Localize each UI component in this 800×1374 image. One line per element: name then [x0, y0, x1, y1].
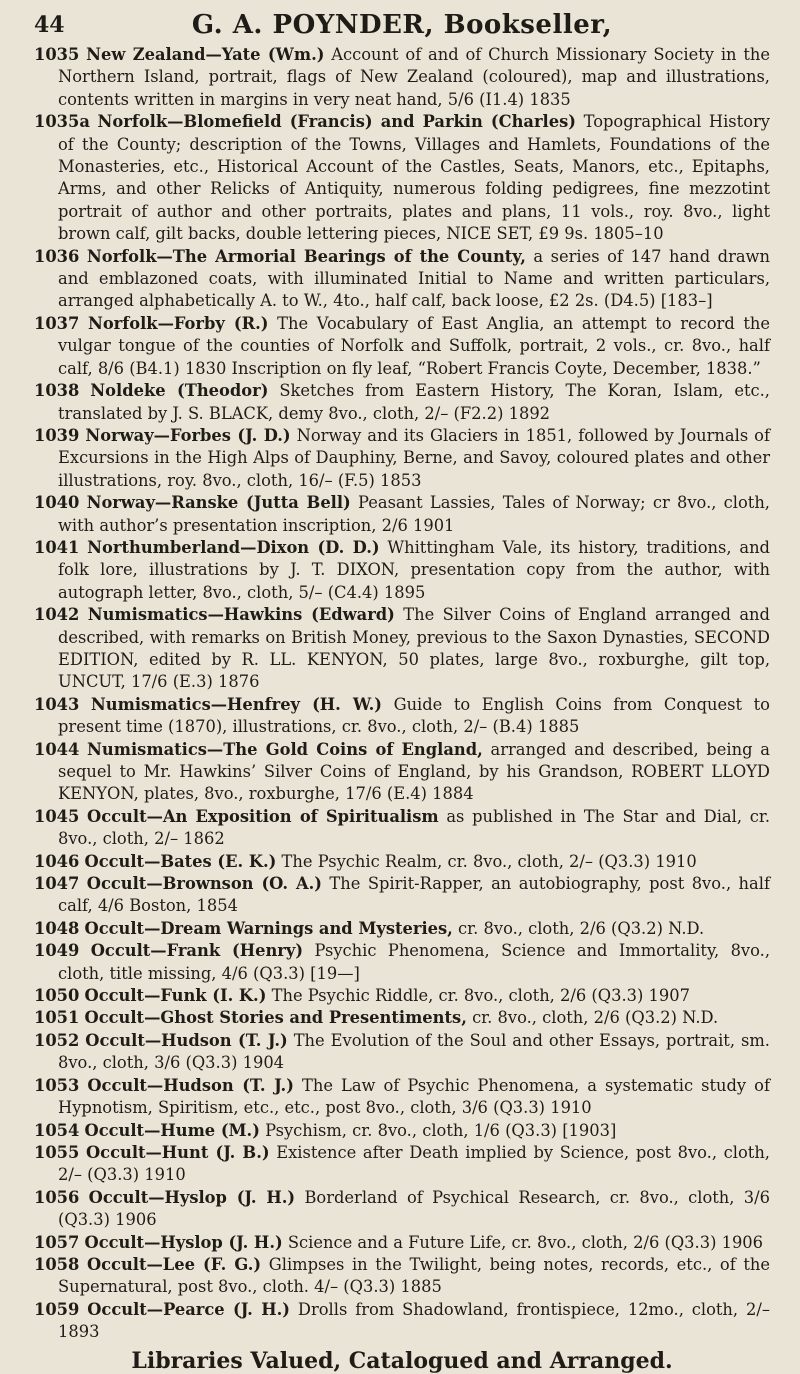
entry-description: Existence after Death implied by Science, post 8vo., cloth, 2/– (Q3.3) 1910 — [58, 1142, 770, 1185]
entry-heading: Norway—Ranske (Jutta Bell) — [86, 493, 351, 513]
entry-heading: Norway—Forbes (J. D.) — [85, 425, 291, 445]
entry-number: 1037 — [34, 313, 80, 333]
entry-number: 1059 — [34, 1299, 80, 1319]
entry-description: cr. 8vo., cloth, 2/6 (Q3.2) N.D. — [458, 918, 705, 938]
entry-number: 1052 — [34, 1030, 80, 1050]
entry-heading: Occult—Hyslop (J. H.) — [84, 1232, 283, 1252]
entry-heading: Norfolk—Forby (R.) — [87, 313, 269, 333]
entry-number: 1055 — [34, 1142, 80, 1162]
entry-description: Guide to English Coins from Conquest to present time (1870), illustrations, cr. 8vo., cloth, 2/– (B.4) 1885 — [58, 694, 770, 737]
entry-description: Borderland of Psychical Research, cr. 8vo., cloth, 3/6 (Q3.3) 1906 — [58, 1187, 770, 1230]
entry-number: 1058 — [34, 1254, 80, 1274]
entry-number: 1035a — [34, 112, 90, 132]
catalogue-entry — [34, 1120, 770, 1142]
catalogue-entry — [34, 492, 770, 537]
entry-heading: Occult—Hyslop (J. H.) — [88, 1187, 296, 1207]
entry-description: a series of 147 hand drawn and emblazoned coats, with illuminated Initial to Name and written particulars, arranged alphabetically A. to W., 4to., half calf, back loose, £2 2s. (D4.5) [183–] — [58, 246, 770, 311]
entry-heading: Occult—Bates (E. K.) — [84, 851, 277, 871]
entry-number: 1057 — [34, 1232, 80, 1252]
entry-description: Topographical History of the County; description of the Towns, Villages and Hamlets, Foundations of the Monasteries, etc., Historical Account of the Castles, Seats, Manors, etc., Epitaphs, Arms, and other Relicks of Antiquity, numerous folding pedigrees, fine mezzotint portrait of author and other portraits, plates and plans, 11 vols., roy. 8vo., light brown calf, gilt backs, double lettering pieces, NICE SET, £9 9s. 1805–10 — [58, 112, 770, 244]
catalogue-entry — [34, 537, 770, 604]
entry-heading: Occult—Frank (Henry) — [90, 941, 304, 961]
catalogue-entry — [34, 1299, 770, 1344]
entry-heading: Occult—Hunt (J. B.) — [85, 1142, 270, 1162]
catalogue-entry — [34, 1254, 770, 1299]
entry-number: 1049 — [34, 941, 80, 961]
entry-number: 1044 — [34, 739, 80, 759]
entry-description: The Silver Coins of England arranged and described, with remarks on British Money, previous to the Saxon Dynasties, SECOND EDITION, edited by R. LL. KENYON, 50 plates, large 8vo., roxburghe, gilt top, UNCUT, 17/6 (E.3) 1876 — [58, 605, 770, 692]
catalogue-entry — [34, 604, 770, 694]
catalogue-entry — [34, 1187, 770, 1232]
entry-heading: Norfolk—The Armorial Bearings of the County, — [86, 246, 526, 266]
catalogue-entry — [34, 851, 770, 873]
entry-number: 1054 — [34, 1120, 80, 1140]
catalogue-entry — [34, 313, 770, 380]
entry-heading: Northumberland—Dixon (D. D.) — [87, 537, 380, 557]
entry-heading: Occult—Hudson (T. J.) — [87, 1075, 294, 1095]
catalogue-entries — [34, 44, 770, 1344]
catalogue-entry — [34, 940, 770, 985]
entry-heading: Numismatics—Hawkins (Edward) — [87, 605, 395, 625]
entry-number: 1051 — [34, 1008, 80, 1028]
catalogue-entry — [34, 246, 770, 313]
catalogue-entry — [34, 918, 770, 940]
entry-number: 1038 — [34, 381, 80, 401]
entry-description: The Psychic Riddle, cr. 8vo., cloth, 2/6 (Q3.3) 1907 — [271, 986, 690, 1006]
entry-number: 1035 — [34, 45, 80, 64]
entry-heading: Occult—Dream Warnings and Mysteries, — [84, 918, 453, 938]
catalogue-entry — [34, 985, 770, 1007]
catalogue-entry — [34, 1142, 770, 1187]
catalogue-entry — [34, 111, 770, 245]
entry-heading: Occult—Funk (I. K.) — [84, 986, 267, 1006]
entry-number: 1036 — [34, 246, 80, 266]
entry-number: 1045 — [34, 806, 80, 826]
catalogue-entry — [34, 739, 770, 806]
entry-description: The Evolution of the Soul and other Essays, portrait, sm. 8vo., cloth, 3/6 (Q3.3) 1904 — [58, 1030, 770, 1073]
entry-number: 1056 — [34, 1187, 80, 1207]
entry-description: arranged and described, being a sequel to Mr. Hawkins’ Silver Coins of England, by his Grandson, ROBERT LLOYD KENYON, plates, 8vo., roxburghe, 17/6 (E.4) 1884 — [58, 739, 770, 804]
entry-description: Account of and of Church Missionary Society in the Northern Island, portrait, flags of New Zealand (coloured), map and illustrations, contents written in margins in very neat hand, 5/6 (I1.4) 1835 — [58, 45, 770, 109]
entry-description: Sketches from Eastern History, The Koran, Islam, etc., translated by J. S. BLACK, demy 8vo., cloth, 2/– (F2.2) 1892 — [58, 381, 770, 423]
entry-heading: Occult—Lee (F. G.) — [86, 1254, 262, 1274]
running-head: G. A. POYNDER, Bookseller, — [191, 10, 613, 40]
entry-number: 1043 — [34, 694, 80, 714]
catalogue-entry — [34, 873, 770, 918]
entry-description: The Vocabulary of East Anglia, an attempt to record the vulgar tongue of the counties of Norfolk and Suffolk, portrait, 2 vols., cr. 8vo., half calf, 8/6 (B4.1) 1830 Inscription on fly leaf, “Robert Francis Coyte, December, 1838.” — [58, 313, 771, 378]
entry-heading: Occult—Ghost Stories and Presentiments, — [84, 1008, 467, 1028]
entry-description: cr. 8vo., cloth, 2/6 (Q3.2) N.D. — [472, 1008, 719, 1028]
catalogue-entry — [34, 1075, 770, 1120]
entry-description: Science and a Future Life, cr. 8vo., cloth, 2/6 (Q3.3) 1906 — [287, 1232, 764, 1252]
entry-number: 1053 — [34, 1075, 80, 1095]
catalogue-entry — [34, 380, 770, 425]
entry-heading: Occult—An Exposition of Spiritualism — [87, 806, 439, 826]
entry-description: Whittingham Vale, its history, traditions, and folk lore, illustrations by J. T. DIXON, presentation copy from the author, with autograph letter, 8vo., cloth, 5/– (C4.4) 1895 — [58, 537, 770, 602]
catalogue-entry — [34, 694, 770, 739]
catalogue-entry — [34, 1030, 770, 1075]
entry-description: The Psychic Realm, cr. 8vo., cloth, 2/– (Q3.3) 1910 — [281, 851, 697, 871]
entry-number: 1048 — [34, 918, 80, 938]
entry-number: 1050 — [34, 986, 80, 1006]
entry-description: Glimpses in the Twilight, being notes, records, etc., of the Supernatural, post 8vo., cloth. 4/– (Q3.3) 1885 — [58, 1254, 770, 1297]
entry-number: 1039 — [34, 425, 80, 445]
entry-heading: Occult—Brownson (O. A.) — [86, 874, 322, 894]
entry-description: Drolls from Shadowland, frontispiece, 12mo., cloth, 2/– 1893 — [58, 1299, 770, 1342]
entry-number: 1047 — [34, 874, 80, 894]
page-number: 44 — [34, 12, 65, 38]
entry-heading: Numismatics—The Gold Coins of England, — [87, 739, 483, 759]
catalogue-entry — [34, 806, 770, 851]
entry-heading: Occult—Hume (M.) — [84, 1120, 260, 1140]
entry-description: Norway and its Glaciers in 1851, followed by Journals of Excursions in the High Alps of Dauphiny, Berne, and Savoy, coloured plates and other illustrations, roy. 8vo., cloth, 16/– (F.5) 1853 — [58, 425, 770, 490]
page-header — [34, 6, 770, 40]
entry-heading: Occult—Pearce (J. H.) — [87, 1299, 290, 1319]
catalogue-entry — [34, 1007, 770, 1029]
entry-description: The Spirit-Rapper, an autobiography, post 8vo., half calf, 4/6 Boston, 1854 — [58, 874, 770, 916]
entry-description: Peasant Lassies, Tales of Norway; cr 8vo., cloth, with author’s presentation inscription, 2/6 1901 — [58, 493, 770, 535]
entry-number: 1041 — [34, 537, 80, 557]
entry-description: Psychic Phenomena, Science and Immortality, 8vo., cloth, title missing, 4/6 (Q3.3) [19—] — [58, 941, 770, 983]
catalogue-entry — [34, 1232, 770, 1254]
entry-number: 1046 — [34, 851, 80, 871]
footer-advert: Libraries Valued, Catalogued and Arranged. — [131, 1347, 673, 1374]
catalogue-entry — [34, 425, 770, 492]
entry-heading: Occult—Hudson (T. J.) — [85, 1030, 288, 1050]
entry-description: The Law of Psychic Phenomena, a systematic study of Hypnotism, Spiritism, etc., etc., post 8vo., cloth, 3/6 (Q3.3) 1910 — [58, 1075, 770, 1118]
entry-heading: Numismatics—Henfrey (H. W.) — [90, 694, 382, 714]
entry-description: as published in The Star and Dial, cr. 8vo., cloth, 2/– 1862 — [58, 806, 771, 849]
entry-number: 1042 — [34, 605, 80, 625]
entry-number: 1040 — [34, 493, 80, 513]
entry-heading: New Zealand—Yate (Wm.) — [86, 45, 325, 64]
entry-heading: Noldeke (Theodor) — [90, 381, 269, 401]
catalogue-entry — [34, 44, 770, 111]
entry-heading: Norfolk—Blomefield (Francis) and Parkin (Charles) — [97, 112, 576, 132]
entry-description: Psychism, cr. 8vo., cloth, 1/6 (Q3.3) [1903] — [265, 1120, 617, 1140]
